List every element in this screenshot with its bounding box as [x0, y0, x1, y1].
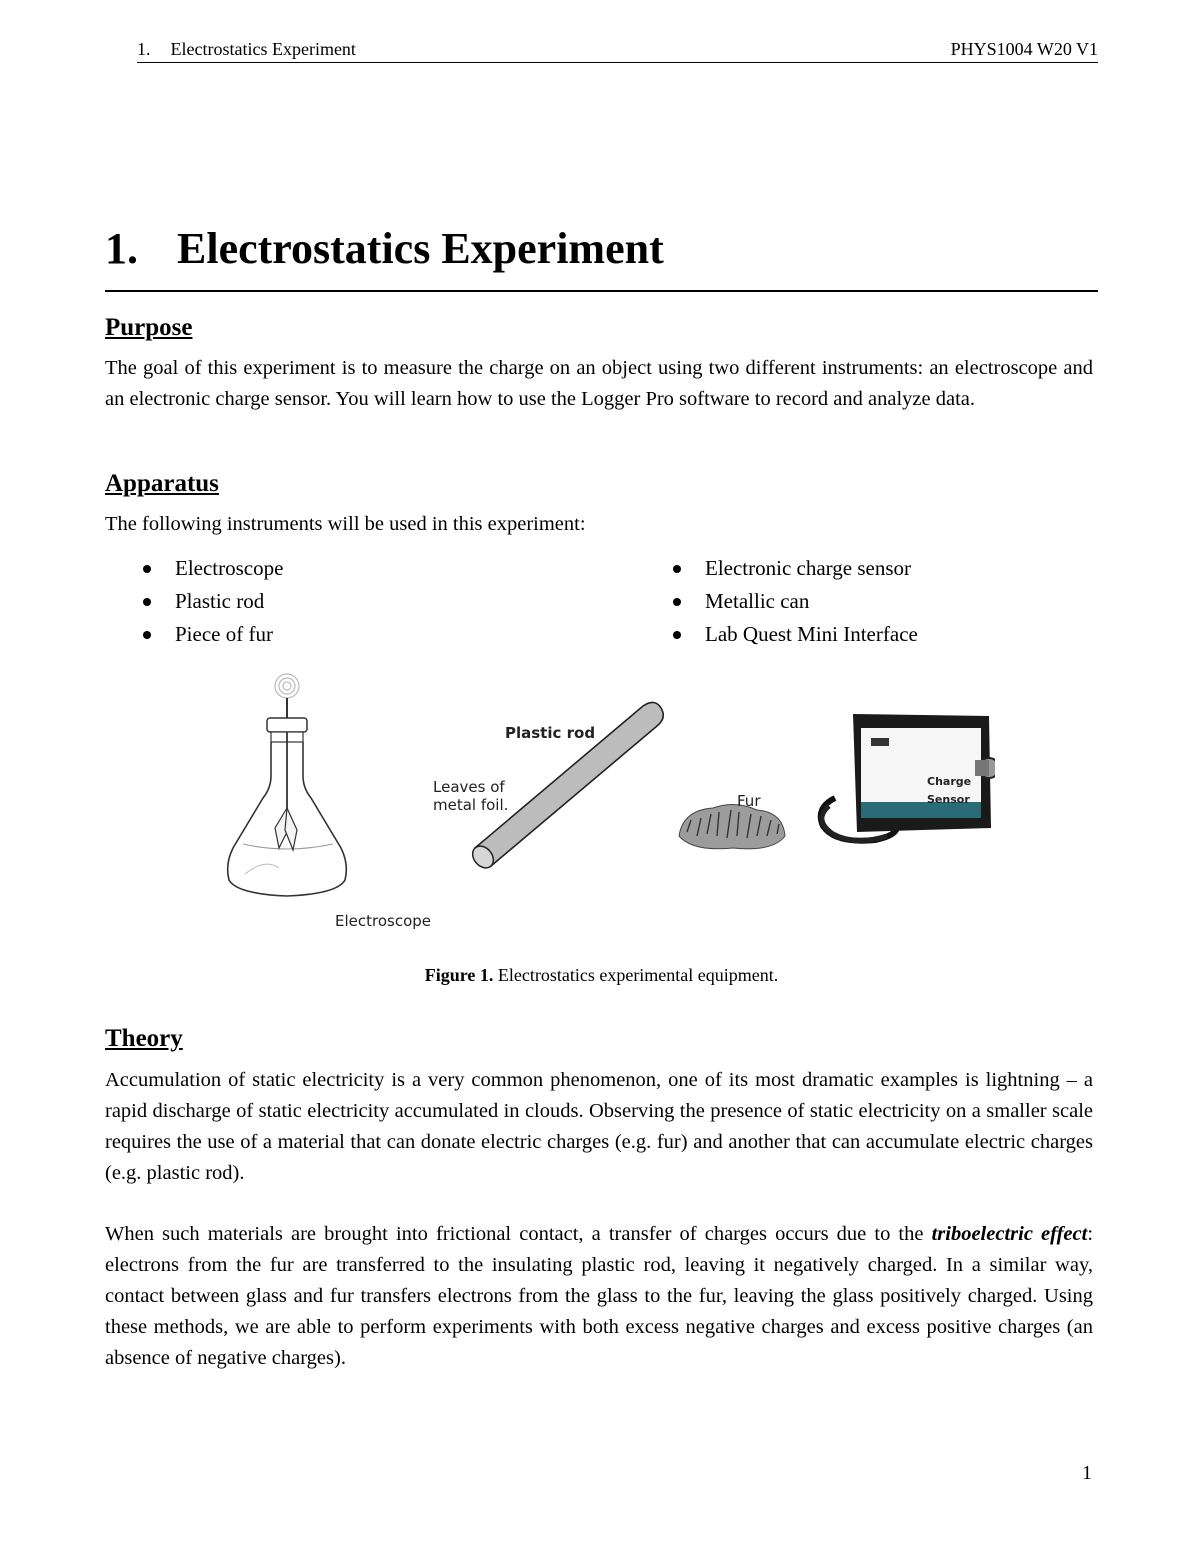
list-item: Piece of fur: [105, 618, 605, 651]
list-item: Lab Quest Mini Interface: [635, 618, 1095, 651]
theory-paragraph-1: Accumulation of static electricity is a very common phenomenon, one of its most dramatic examples is lightning – a rapid discharge of static electricity accumulated in clouds. Observing the presence of static electricity on a smaller scale requires the use of a material that can donate electric charges (e.g. fur) and another that can accumulate electric charges (e.g. plastic rod).: [105, 1069, 1093, 1184]
electroscope-drawing: [215, 668, 425, 936]
label-leaves-line1: Leaves of: [433, 778, 505, 796]
label-charge-sensor: Charge Sensor: [927, 775, 972, 806]
apparatus-list-left: [105, 552, 605, 651]
running-header-chapter: [137, 38, 356, 60]
theory-paragraph-2: [105, 1219, 1093, 1374]
label-plastic-rod: Plastic rod: [505, 724, 596, 742]
label-leaves-line2: metal foil.: [433, 796, 509, 814]
caption-label: Figure 1.: [424, 965, 494, 985]
title-text: Electrostatics Experiment: [177, 224, 664, 273]
purpose-paragraph: The goal of this experiment is to measure the charge on an object using two different instruments: an electroscope and an electronic charge sensor. You will learn how to use the Logger Pro software to record and analyze data.: [105, 357, 1093, 410]
label-fur: Fur: [737, 792, 761, 810]
apparatus-intro: The following instruments will be used in this experiment:: [105, 513, 586, 535]
figure-1: [215, 668, 995, 936]
running-header: [137, 38, 1098, 63]
running-header-title: Electrostatics Experiment: [170, 39, 356, 59]
caption-text: Electrostatics experimental equipment.: [493, 965, 779, 985]
title-number: 1.: [105, 224, 138, 273]
document-page: [105, 0, 1098, 1553]
list-item: Metallic can: [635, 585, 1095, 618]
list-item: Electroscope: [105, 552, 605, 585]
theory-heading: Theory: [105, 1025, 183, 1052]
apparatus-list-right: [635, 552, 1095, 651]
purpose-heading: Purpose: [105, 314, 193, 341]
label-electroscope: Electroscope: [335, 912, 432, 930]
page-number: 1: [1082, 1462, 1092, 1484]
theory-paragraph-2-end: : electrons from the fur are transferred to the insulating plastic rod, leaving it negatively charged. In a similar way, contact between glass and fur transfers electrons from the glass to the fur, leaving the glass positively charged. Using these methods, we are able to perform experiments with both excess negative charges and excess positive charges (an absence of negative charges).: [105, 1223, 1094, 1369]
page-title: [105, 222, 1098, 292]
list-item: Electronic charge sensor: [635, 552, 1095, 585]
figure-caption: [105, 964, 1098, 986]
apparatus-heading: Apparatus: [105, 470, 219, 497]
fur-drawing: [673, 796, 793, 856]
running-header-course: PHYS1004 W20 V1: [950, 39, 1098, 59]
list-item: Plastic rod: [105, 585, 605, 618]
triboelectric-term: triboelectric effect: [931, 1223, 1088, 1245]
running-header-number: 1.: [137, 39, 151, 59]
theory-paragraph-2-start: When such materials are brought into frictional contact, a transfer of charges occurs due to the: [105, 1223, 932, 1245]
